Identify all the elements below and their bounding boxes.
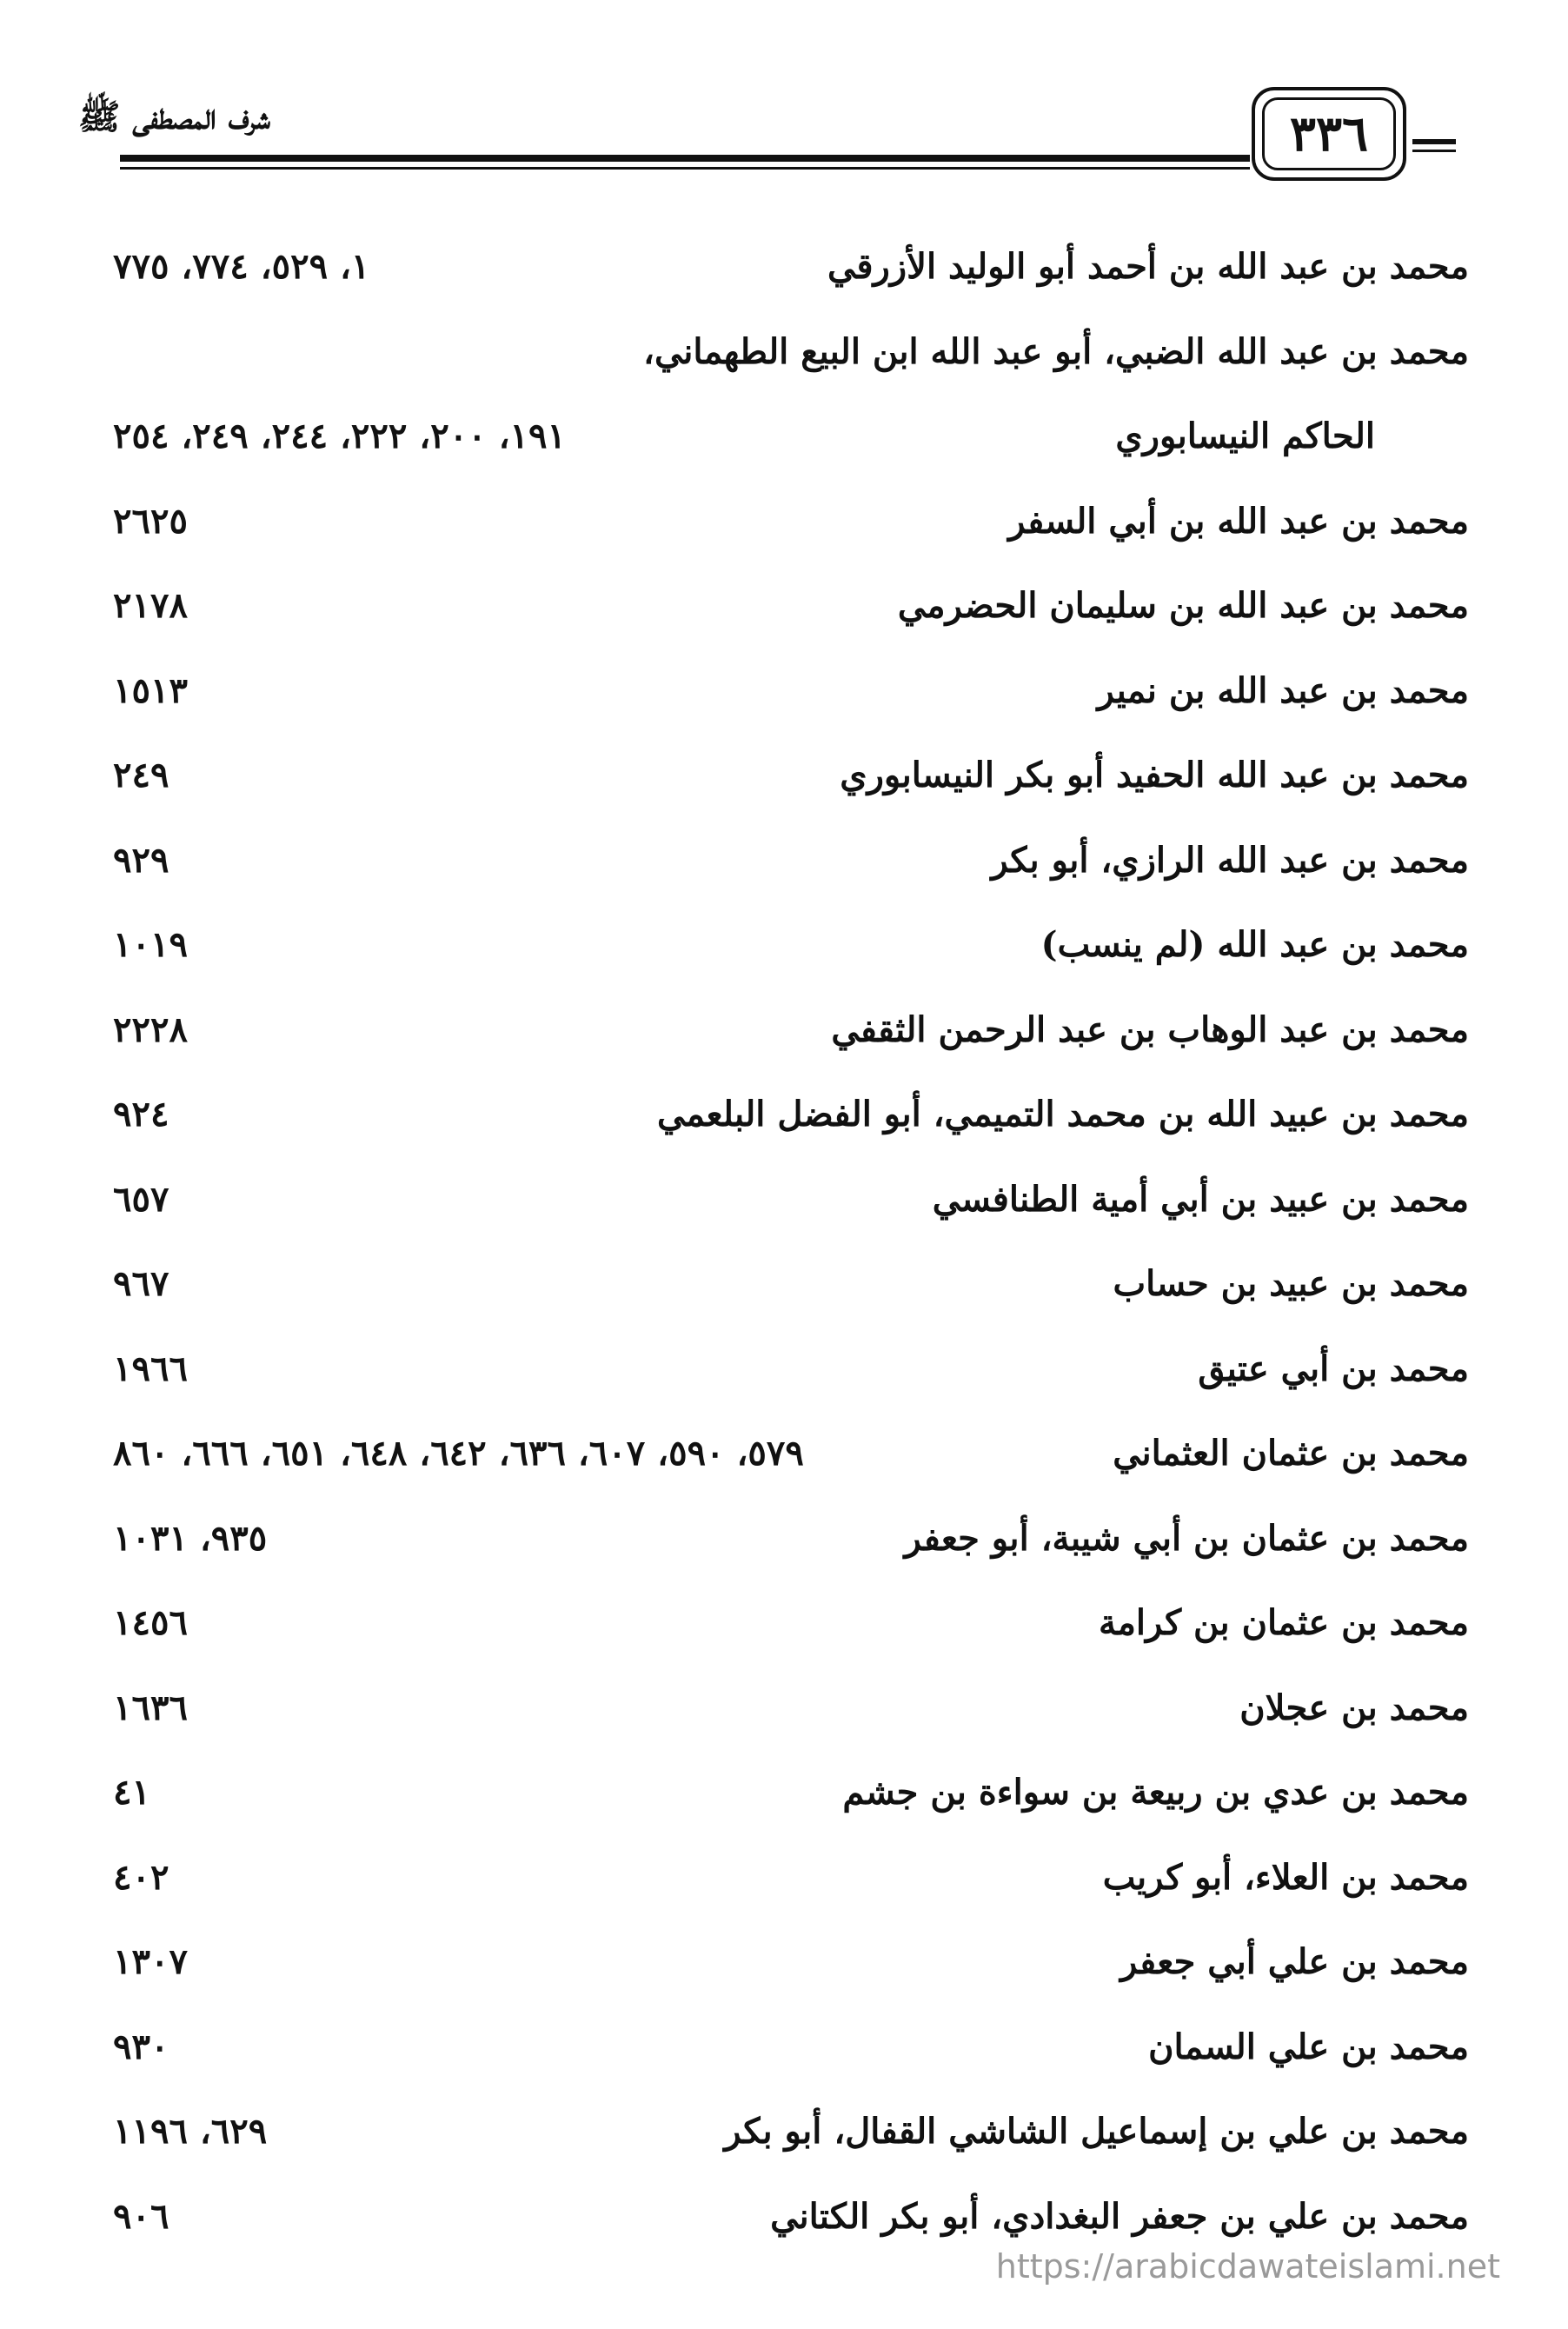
index-entry	[113, 818, 1469, 903]
entry-pages: ١٩٦٦	[113, 1347, 188, 1389]
entry-name: محمد بن عثمان بن كرامة	[1099, 1602, 1469, 1643]
entry-pages: ١، ٥٢٩، ٧٧٤، ٧٧٥	[113, 246, 370, 287]
header-rule-right-thin	[1412, 150, 1456, 152]
page-number-frame	[1252, 87, 1406, 181]
entry-name: محمد بن عبيد الله بن محمد التميمي، أبو الفضل البلعمي	[657, 1094, 1469, 1135]
index-entry	[113, 2089, 1469, 2174]
entry-name: محمد بن علي أبي جعفر	[1120, 1941, 1469, 1982]
index-entry	[113, 1241, 1469, 1327]
entry-name: محمد بن عثمان بن أبي شيبة، أبو جعفر	[904, 1517, 1469, 1559]
entry-pages: ٩٠٦	[113, 2195, 169, 2237]
index-entry	[113, 1666, 1469, 1751]
entry-name: محمد بن عثمان العثماني	[1113, 1433, 1469, 1474]
index-entry	[113, 394, 1469, 479]
entry-pages: ١٩١، ٢٠٠، ٢٢٢، ٢٤٤، ٢٤٩، ٢٥٤	[113, 416, 566, 456]
index-entry	[113, 1920, 1469, 2005]
index-entry	[113, 479, 1469, 564]
index-entry	[113, 563, 1469, 649]
entry-name: محمد بن أبي عتيق	[1198, 1347, 1469, 1389]
entry-name: محمد بن عبد الله الرازي، أبو بكر	[991, 839, 1469, 881]
header-rule-thin	[120, 167, 1250, 170]
entry-pages: ٩٣٥، ١٠٣١	[113, 1517, 268, 1559]
entry-name: محمد بن عبيد بن أبي أمية الطنافسي	[932, 1178, 1469, 1220]
index-entry	[113, 2005, 1469, 2090]
entry-name: محمد بن العلاء، أبو كريب	[1102, 1856, 1469, 1898]
entry-pages: ٦٥٧	[113, 1178, 169, 1220]
entry-pages: ٤٠٢	[113, 1856, 169, 1898]
page-header	[0, 0, 1568, 209]
entry-pages: ٥٧٩، ٥٩٠، ٦٠٧، ٦٣٦، ٦٤٢، ٦٤٨، ٦٥١، ٦٦٦، ٨٦٠	[113, 1433, 804, 1474]
index-entry	[113, 224, 1469, 309]
index-entry	[113, 902, 1469, 988]
index-entries	[113, 224, 1469, 2259]
entry-name: محمد بن علي بن جعفر البغدادي، أبو بكر الكتاني	[770, 2195, 1469, 2237]
entry-name-continuation: الحاكم النيسابوري	[1115, 416, 1375, 456]
entry-pages: ١٥١٣	[113, 669, 188, 711]
index-entry	[113, 1072, 1469, 1157]
entry-name: محمد بن عبد الله بن أبي السفر	[1008, 500, 1469, 542]
index-entry	[113, 1750, 1469, 1835]
index-entry	[113, 649, 1469, 734]
entry-name: محمد بن عبد الله الحفيد أبو بكر النيسابوري	[840, 755, 1469, 795]
entry-name: محمد بن عدي بن ربيعة بن سواءة بن جشم	[842, 1772, 1469, 1813]
header-rule-right-thick	[1412, 139, 1456, 144]
entry-name: محمد بن عبيد بن حساب	[1113, 1263, 1469, 1304]
index-entry	[113, 1411, 1469, 1496]
page-number: ٣٣٦	[1262, 97, 1396, 170]
entry-pages: ٤١	[113, 1772, 150, 1813]
entry-name: محمد بن عبد الله بن نمير	[1097, 669, 1469, 711]
header-rule-thick	[120, 155, 1250, 162]
index-entry	[113, 1157, 1469, 1242]
entry-pages: ١٤٥٦	[113, 1602, 188, 1643]
watermark-url: https://arabicdawateislami.net	[995, 2247, 1500, 2286]
entry-pages: ٩٢٤	[113, 1094, 169, 1135]
entry-pages: ١٣٠٧	[113, 1941, 188, 1982]
entry-pages: ١٦٣٦	[113, 1687, 188, 1728]
entry-pages: ٩٦٧	[113, 1263, 169, 1304]
entry-name: محمد بن عجلان	[1239, 1687, 1469, 1728]
index-entry	[113, 733, 1469, 818]
entry-pages: ٩٢٩	[113, 839, 169, 881]
entry-pages: ١٠١٩	[113, 924, 188, 965]
entry-pages: ٢٤٩	[113, 755, 169, 795]
index-entry	[113, 1835, 1469, 1920]
entry-pages: ٢٢٢٨	[113, 1008, 188, 1050]
index-entry	[113, 309, 1469, 395]
index-entry	[113, 2174, 1469, 2259]
index-entry	[113, 1496, 1469, 1581]
running-title: شرف المصطفى ﷺ	[78, 96, 270, 137]
entry-name: محمد بن عبد الله الضبي، أبو عبد الله ابن البيع الطهماني،	[643, 330, 1469, 372]
entry-name: محمد بن عبد الله بن أحمد أبو الوليد الأزرقي	[827, 246, 1469, 287]
index-entry	[113, 1327, 1469, 1412]
entry-name: محمد بن عبد الله بن سليمان الحضرمي	[897, 585, 1469, 626]
entry-pages: ٢٦٢٥	[113, 500, 188, 542]
index-entry	[113, 988, 1469, 1073]
entry-name: محمد بن علي بن إسماعيل الشاشي القفال، أبو بكر	[724, 2111, 1469, 2152]
entry-pages: ٩٣٠	[113, 2026, 169, 2067]
entry-pages: ٦٢٩، ١١٩٦	[113, 2111, 268, 2152]
entry-pages: ٢١٧٨	[113, 585, 188, 626]
entry-name: محمد بن عبد الوهاب بن عبد الرحمن الثقفي	[831, 1008, 1469, 1050]
index-entry	[113, 1580, 1469, 1666]
entry-name: محمد بن عبد الله (لم ينسب)	[1040, 924, 1469, 965]
entry-name: محمد بن علي السمان	[1148, 2026, 1469, 2067]
